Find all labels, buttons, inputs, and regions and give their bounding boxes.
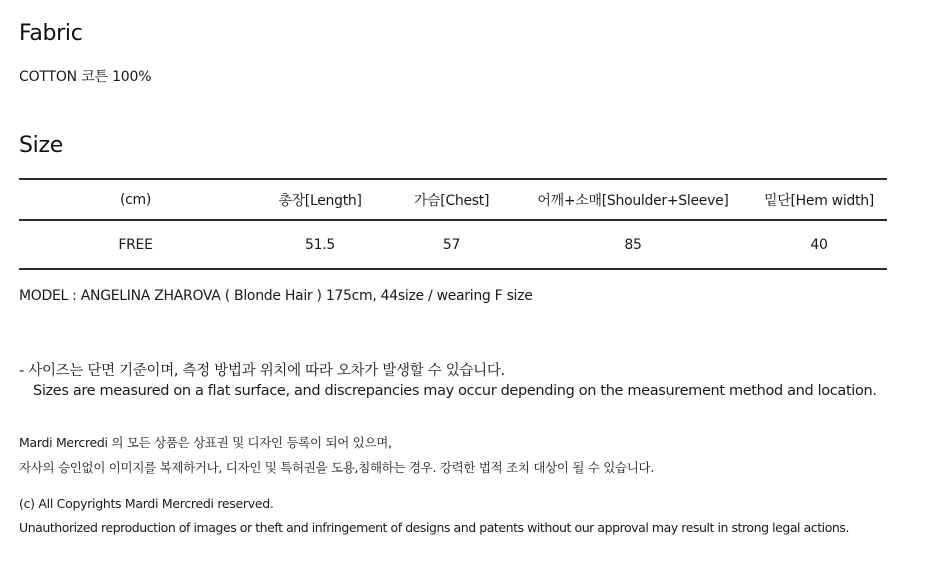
size-table bbox=[19, 178, 887, 270]
header-chest: 가슴[Chest] bbox=[388, 179, 515, 220]
header-unit: (cm) bbox=[19, 179, 252, 220]
header-shoulder-sleeve: 어깨+소매[Shoulder+Sleeve] bbox=[515, 179, 751, 220]
brand-notice-korean-line1: Mardi Mercredi 의 모든 상품은 상표권 및 디자인 등록이 되어 있으며, bbox=[19, 435, 392, 450]
fabric-composition: COTTON 코튼 100% bbox=[19, 69, 152, 85]
cell-chest: 57 bbox=[388, 220, 515, 269]
cell-hem-width: 40 bbox=[751, 220, 887, 269]
fabric-heading: Fabric bbox=[19, 21, 83, 46]
copyright-notice: (c) All Copyrights Mardi Mercredi reserved. bbox=[19, 496, 274, 511]
size-notice-english: Sizes are measured on a flat surface, and discrepancies may occur depending on the measurement method and location. bbox=[33, 383, 877, 399]
header-hem-width: 밑단[Hem width] bbox=[751, 179, 887, 220]
brand-notice-korean-line2: 자사의 승인없이 이미지를 복제하거나, 디자인 및 특허권을 도용,침해하는 경우. 강력한 법적 조치 대상이 될 수 있습니다. bbox=[19, 460, 654, 475]
model-info: MODEL : ANGELINA ZHAROVA ( Blonde Hair ) 175cm, 44size / wearing F size bbox=[19, 288, 533, 304]
size-notice-korean: - 사이즈는 단면 기준이며, 측정 방법과 위치에 따라 오차가 발생할 수 있습니다. bbox=[19, 363, 505, 379]
cell-shoulder-sleeve: 85 bbox=[515, 220, 751, 269]
table-row bbox=[19, 220, 887, 269]
size-heading: Size bbox=[19, 133, 63, 158]
legal-notice-english: Unauthorized reproduction of images or theft and infringement of designs and patents without our approval may result in strong legal actions. bbox=[19, 520, 849, 535]
size-table-header-row bbox=[19, 179, 887, 220]
cell-length: 51.5 bbox=[252, 220, 388, 269]
cell-size: FREE bbox=[19, 220, 252, 269]
header-length: 총장[Length] bbox=[252, 179, 388, 220]
